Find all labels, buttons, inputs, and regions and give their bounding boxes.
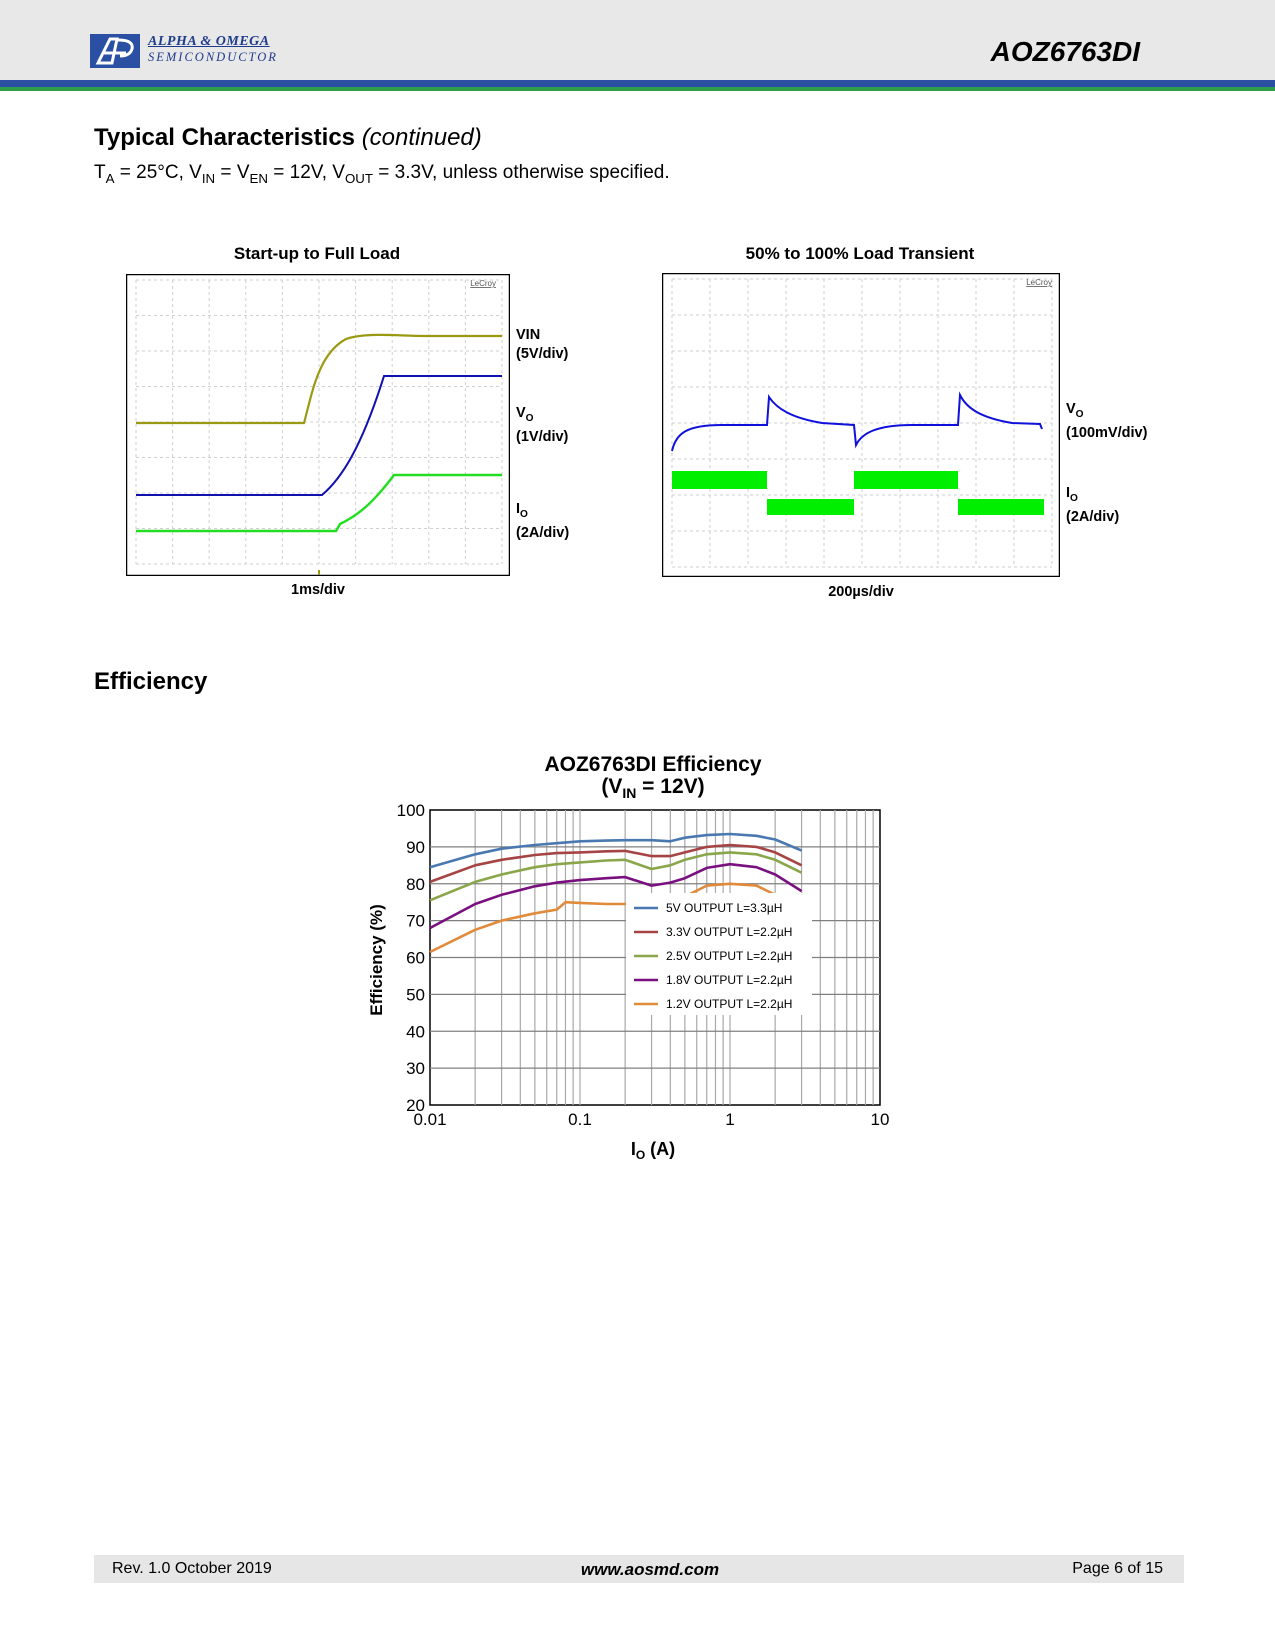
section-title-suffix: (continued)	[361, 124, 482, 151]
footer-page-number: Page 6 of 15	[1072, 1560, 1163, 1577]
scope1-label-vo: $V_O$ (1V/div)	[516, 405, 569, 445]
scope1-label-io: $I_O$ (2A/div)	[516, 501, 570, 541]
chart-ylabel: Efficiency (%)	[367, 904, 386, 1016]
company-name: ALPHA & OMEGA	[148, 34, 270, 49]
footer-revision: Rev. 1.0 October 2019	[112, 1560, 272, 1577]
y-tick-label: 100	[396, 801, 425, 820]
section-title-text: Typical Characteristics	[94, 124, 356, 151]
chart-subtitle: $(V_{IN} = 12V)$	[601, 775, 705, 801]
company-subname: SEMICONDUCTOR	[148, 50, 278, 64]
legend-label: 5V OUTPUT L=3.3µH	[666, 901, 783, 915]
header-rule-blue	[0, 80, 1275, 87]
scope2-label-io: $I_O$ (2A/div)	[1066, 485, 1120, 525]
y-tick-label: 30	[406, 1059, 425, 1079]
section-title-efficiency: Efficiency	[94, 668, 208, 695]
test-conditions: $T_A = 25^\circ C$, $V_{IN} = V_{EN} = 12V$, $V_{OUT} = 3.3V$, unless otherwise specified.	[94, 162, 670, 186]
scope2-trace-io-high1	[672, 471, 767, 489]
x-tick-label: 1	[725, 1110, 735, 1129]
chart-xlabel: $I_O$ (A)	[630, 1139, 676, 1162]
y-tick-label: 70	[406, 911, 425, 931]
section-title-typical	[94, 124, 482, 152]
part-number: AOZ6763DI	[990, 36, 1140, 67]
y-tick-label: 40	[406, 1022, 425, 1042]
y-tick-label: 80	[406, 874, 425, 894]
scope2-trace-io-low1	[767, 499, 854, 515]
y-tick-label: 60	[406, 948, 425, 968]
scope2-title: 50% to 100% Load Transient	[745, 244, 975, 263]
y-tick-label: 90	[406, 837, 425, 857]
footer-website-link[interactable]: www.aosmd.com	[580, 1560, 720, 1579]
scope2-label-vo: $V_O$ (100mV/div)	[1066, 401, 1148, 441]
scope1-xlabel: 1ms/div	[291, 582, 345, 598]
chart-legend	[626, 893, 812, 1015]
legend-label: 2.5V OUTPUT L=2.2µH	[666, 949, 793, 963]
scope1-brand: LeCroy	[470, 279, 496, 288]
scope1-label-vin: VIN (5V/div)	[516, 327, 569, 362]
x-tick-label: 10	[870, 1110, 890, 1129]
scope1-title: Start-up to Full Load	[233, 244, 401, 263]
y-tick-label: 50	[406, 985, 425, 1005]
x-tick-label: 0.01	[413, 1110, 447, 1129]
efficiency-chart	[350, 745, 910, 1165]
legend-label: 3.3V OUTPUT L=2.2µH	[666, 925, 793, 939]
x-tick-label: 0.1	[568, 1110, 592, 1129]
scope1-screen	[126, 274, 510, 576]
scope2-trace-io-high2	[854, 471, 958, 489]
y-tick-label: 20	[406, 1096, 425, 1115]
legend-label: 1.2V OUTPUT L=2.2µH	[666, 997, 793, 1011]
scope2-xlabel: 200µs/div	[828, 584, 894, 600]
company-logo-icon	[90, 34, 140, 68]
header-rule-green	[0, 87, 1275, 91]
legend-label: 1.8V OUTPUT L=2.2µH	[666, 973, 793, 987]
scope2-trace-io-low2	[958, 499, 1044, 515]
chart-title: AOZ6763DI Efficiency	[544, 753, 762, 776]
scope2-brand: LeCroy	[1026, 278, 1052, 287]
scope2-screen	[662, 273, 1060, 577]
